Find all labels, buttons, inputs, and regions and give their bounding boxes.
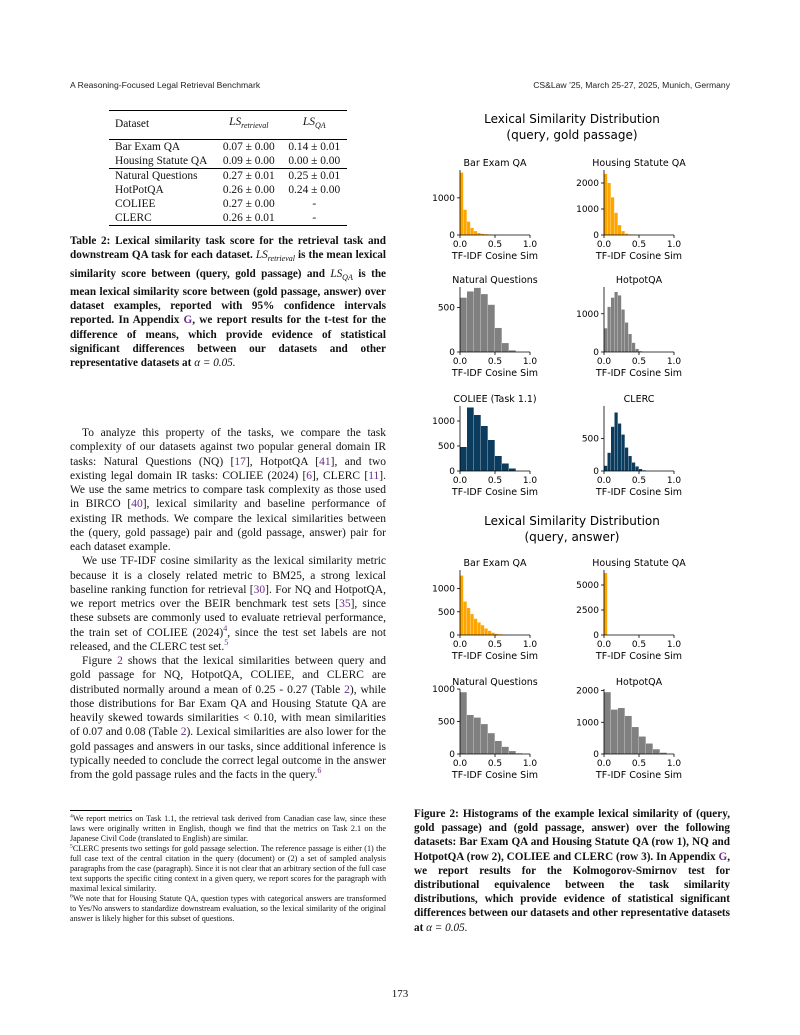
x-tick-label: 1.0 [666,476,682,486]
histogram-bar [604,573,607,635]
panel-title: Natural Questions [452,677,538,688]
histogram-bar [629,456,632,471]
citation-link[interactable]: 40 [131,498,143,511]
table-row: HotPotQA 0.26 ± 0.00 0.24 ± 0.00 [115,184,341,197]
y-tick-label: 2500 [576,606,599,616]
y-tick-label: 500 [581,434,599,445]
appendix-link[interactable]: G [718,850,728,863]
page-number: 173 [391,988,409,1000]
histogram-bar [604,174,607,235]
y-tick-label: 500 [437,442,455,452]
panel-title: Bar Exam QA [463,158,527,169]
histogram-bar [495,741,502,754]
histogram-bar [615,213,618,235]
footnote-link[interactable]: 6 [317,766,322,776]
y-tick-label: 0 [449,467,455,477]
footnote-link[interactable]: 5 [224,637,229,647]
histogram-bar [488,440,495,471]
y-tick-label: 0 [593,467,599,477]
x-tick-label: 0.0 [452,357,468,367]
x-axis-label: TF-IDF Cosine Sim [451,251,539,262]
table-2 [109,110,347,226]
histogram-bar [464,210,467,235]
histogram-bar [622,310,625,352]
histogram-bar [653,749,660,754]
histogram-bar [478,622,481,635]
histogram-bar [615,413,618,472]
x-tick-label: 0.0 [596,759,612,769]
y-tick-label: 0 [449,348,455,358]
histogram-bar [618,424,621,471]
y-tick-label: 1000 [432,584,455,595]
y-tick-label: 1000 [576,718,599,729]
histogram-bar [636,349,639,352]
footnote: $^4$We report metrics on Task 1.1, the retrieval task derived from Canadian case law, since these laws were originally written in English, though we find that the metrics on Task 2.1 on the Japanese Civil Code (translated to English) are similar. [70,813,386,843]
x-tick-label: 0.5 [487,357,503,367]
histogram-bar [460,173,463,235]
y-tick-label: 1000 [432,193,455,204]
x-tick-label: 0.0 [596,640,612,650]
running-header-left: A Reasoning-Focused Legal Retrieval Benchmark [70,80,261,90]
x-axis-label: TF-IDF Cosine Sim [451,487,539,498]
panel-title: COLIEE (Task 1.1) [453,394,537,405]
histogram-bar [502,747,509,754]
x-tick-label: 0.5 [487,759,503,769]
x-tick-label: 0.0 [452,476,468,486]
x-tick-label: 1.0 [666,759,682,769]
histogram-bar [467,222,470,235]
histogram-bar [481,294,488,352]
histogram-bar [622,231,625,235]
histogram-bar [622,435,625,471]
histogram-bar [625,323,628,352]
histogram-bar [502,464,509,472]
histogram-bar [604,466,607,471]
running-header-right: CS&Law ’25, March 25-27, 2025, Munich, Germany [533,80,730,90]
table-row: CLERC 0.26 ± 0.01 - [109,211,347,226]
table-row: Bar Exam QA 0.07 ± 0.00 0.14 ± 0.01 [109,140,347,155]
histogram-bar [474,415,481,471]
citation-link[interactable]: 11 [368,469,380,482]
histogram-bar [618,295,621,352]
table-2-caption: Table 2: Lexical similarity task score for the retrieval task and downstream QA task for each dataset. $LS_{retrieval}$ is the mean lexical similarity score between (query, gold passage) and $LS_{QA}$ is the mean lexical similarity score between (gold passage, answer) over dataset examples, reported with 95% confidence intervals reported. In Appendix G, we report results for the t-test for the difference of means, which provide evidence of statistical significant differences between our datasets and other representative datasets at α = 0.05. [70,235,387,370]
histogram-bar [495,328,502,352]
citation-link[interactable]: 30 [253,583,266,596]
x-tick-label: 0.5 [631,357,647,367]
panel-title: Housing Statute QA [592,558,686,569]
panel-title: Housing Statute QA [592,158,686,169]
histogram-bar [615,292,618,352]
x-axis-label: TF-IDF Cosine Sim [451,651,539,662]
x-axis-label: TF-IDF Cosine Sim [451,770,539,781]
x-tick-label: 1.0 [666,640,682,650]
histogram-bar [467,408,474,472]
figure-title: Lexical Similarity Distribution [484,112,660,126]
footnote-link[interactable]: 4 [223,623,228,633]
histogram-bar [467,608,470,635]
histogram-bar [632,343,635,352]
table-row: COLIEE 0.27 ± 0.00 - [115,198,317,211]
x-tick-label: 1.0 [666,357,682,367]
histogram-bar [604,692,611,754]
x-axis-label: TF-IDF Cosine Sim [451,368,539,379]
x-tick-label: 1.0 [666,240,682,250]
citation-link[interactable]: 35 [339,598,351,610]
table-row: Natural Questions 0.27 ± 0.01 0.25 ± 0.01 [109,169,347,184]
histogram-bar [488,305,495,352]
histogram-bar [608,307,611,352]
histogram-bar [636,466,639,471]
x-axis-label: TF-IDF Cosine Sim [595,251,683,262]
x-tick-label: 0.0 [596,357,612,367]
histogram-bar [625,716,632,754]
histogram-bar [632,727,639,754]
table-row: Housing Statute QA 0.09 ± 0.00 0.00 ± 0.00 [115,155,341,168]
histogram-bar [485,629,488,636]
citation-link[interactable]: 41 [319,455,331,468]
figure-2-caption: Figure 2: Histograms of the example lexical similarity of (query, gold passage) and (gold passage, answer) over the following datasets: Bar Exam QA and Housing Statute QA (row 1), NQ and HotpotQA (row 2), COLIEE and CLERC (row 3). In Appendix G, we report results for the Kolmogorov-Smirnov test for distributional equivalence between the task similarity distributions, which provide evidence of statistical significant differences between our datasets and other representative datasets at α = 0.05. [414,808,730,934]
histogram-bar [629,334,632,352]
histogram-bar [481,625,484,635]
panel-title: HotpotQA [615,677,663,688]
x-tick-label: 0.5 [631,759,647,769]
histogram-bar [611,197,614,235]
y-tick-label: 5000 [576,581,599,591]
histogram-bar [618,225,621,235]
histogram-bar [488,631,491,635]
y-tick-label: 1000 [432,417,455,427]
x-tick-label: 0.5 [631,240,647,250]
y-tick-label: 2000 [576,179,599,189]
histogram-bar [474,718,481,754]
citation-link[interactable]: 6 [306,469,313,482]
histogram-bar [481,724,488,754]
histogram-bar [474,619,477,635]
x-tick-label: 0.5 [487,240,503,250]
paragraph: Figure 2 shows that the lexical similarities between query and gold passage for NQ, HotpotQA, COLIEE, and CLERC are distributed normally around a mean of 0.25 - 0.27 (Table 2), while those distributions for Bar Exam QA and Housing Statute QA are heavily skewed towards similarities < 0.10, with mean similarities of 0.07 and 0.08 (Table 2). Lexical similarities are also lower for the gold passages and answers in our tasks, since additional inference is typically needed to conclude the correct legal outcome in the answer from the gold passage rules and the facts in the query.$^6$ [70,655,386,781]
panel-title: HotpotQA [615,275,663,286]
histogram-bar [460,298,467,352]
paragraph: We use TF-IDF cosine similarity as the lexical similarity metric because it is a closely related metric to BM25, a strong lexical baseline ranking function for retrieval [30]. For NQ and HotpotQA, we report metrics over the BEIR benchmark test sets [35], since these subsets are commonly used to evaluate retrieval performance, the train set of COLIEE $(2024)^4$, since the test set labels are not released, and the CLERC test set.$^5$ [70,555,387,653]
histogram-bar [471,614,474,635]
x-tick-label: 1.0 [522,476,538,486]
y-tick-label: 1000 [432,685,455,695]
x-tick-label: 1.0 [522,357,538,367]
x-tick-label: 0.5 [487,640,503,650]
figure-link[interactable]: 2 [117,655,123,667]
histogram-bar [639,737,646,754]
x-tick-label: 0.5 [631,476,647,486]
histogram-bar [464,602,467,635]
histogram-bar [608,183,611,235]
footnote: $^5$CLERC presents two settings for gold passage selection. The reference passage is either (1) the full case text of the central citation in the query (document) or (2) a set of sampled analysis paragraphs from the case (paragraph). Since it is not clear that an arbitrary section of the full case text supports the specific citing context in a given query, we report scores for the paragraph with maximal lexical similarity. [70,843,386,893]
histogram-bar [502,343,509,352]
x-tick-label: 0.5 [487,476,503,486]
y-tick-label: 0 [449,231,455,241]
y-tick-label: 0 [449,631,455,641]
figure-title: Lexical Similarity Distribution [484,514,660,528]
y-tick-label: 0 [449,750,455,760]
x-axis-label: TF-IDF Cosine Sim [595,487,683,498]
panel-title: Natural Questions [452,275,538,286]
x-tick-label: 0.0 [452,240,468,250]
histogram-bar [625,448,628,471]
histogram-bar [460,576,463,635]
figure-title: (query, gold passage) [506,128,638,142]
y-tick-label: 1000 [576,309,599,320]
histogram-bar [467,715,474,754]
table-link[interactable]: 2 [344,683,350,696]
y-tick-label: 2000 [576,686,599,697]
paragraph: To analyze this property of the tasks, we compare the task complexity of our datasets against two popular general domain IR tasks: Natural Questions (NQ) [17], HotpotQA [41], and two existing legal domain IR tasks: COLIEE (2024) [6], CLERC [11]. We use the same metrics to compare task complexity as those used in BIRCO [40], lexical similarity and baseline performance of existing IR methods. We compare the lexical similarities between the (query, gold passage) pair and (gold passage, answer) pair for each dataset example. [70,427,386,553]
figure-2 [414,108,730,793]
histogram-bar [467,291,474,352]
histogram-bar [611,298,614,352]
y-tick-label: 1000 [576,205,599,215]
histogram-bar [611,710,618,754]
histogram-bar [460,447,467,471]
citation-link[interactable]: 17 [234,455,246,468]
footnotes [70,810,386,924]
table-link[interactable]: 2 [180,726,187,739]
x-tick-label: 0.0 [452,640,468,650]
histogram-figure [414,108,730,788]
histogram-bar [460,692,467,754]
panel-title: Bar Exam QA [463,558,527,569]
body-text [70,426,386,782]
panel-title: CLERC [623,394,655,405]
histogram-bar [509,751,516,754]
x-axis-label: TF-IDF Cosine Sim [595,770,683,781]
appendix-link[interactable]: G [183,314,193,327]
footnote: $^6$We note that for Housing Statute QA, question types with categorical answers are transformed to Yes/No answers to standardize downstream evaluation, so the lexical similarity of the original answer is likely higher for this subset of questions. [70,893,386,923]
histogram-bar [474,231,477,235]
y-tick-label: 0 [593,631,599,641]
histogram-bar [611,427,614,471]
col-header-dataset: Dataset [115,118,150,131]
x-tick-label: 0.0 [452,759,468,769]
histogram-bar [474,288,481,352]
col-header-ls-retrieval: $LS_{retrieval}$ [229,116,269,131]
x-tick-label: 1.0 [522,240,538,250]
histogram-bar [471,228,474,235]
histogram-bar [488,733,495,754]
histogram-bar [481,426,488,471]
histogram-bar [646,744,653,754]
y-tick-label: 0 [593,231,599,241]
histogram-bar [618,708,625,754]
figure-title: (query, answer) [524,530,620,544]
histogram-bar [608,453,611,471]
histogram-bar [632,463,635,471]
y-tick-label: 500 [437,303,455,314]
histogram-bar [604,328,607,352]
y-tick-label: 0 [593,750,599,760]
x-tick-label: 1.0 [522,759,538,769]
x-tick-label: 1.0 [522,640,538,650]
footnote-rule [70,810,132,811]
histogram-bar [495,456,502,471]
x-tick-label: 0.0 [596,476,612,486]
x-axis-label: TF-IDF Cosine Sim [595,651,683,662]
y-tick-label: 500 [437,717,455,728]
y-tick-label: 500 [437,607,455,618]
col-header-ls-qa: $LS_{QA}$ [302,116,326,131]
x-axis-label: TF-IDF Cosine Sim [595,368,683,379]
y-tick-label: 0 [593,348,599,358]
x-tick-label: 0.5 [631,640,647,650]
x-tick-label: 0.0 [596,240,612,250]
